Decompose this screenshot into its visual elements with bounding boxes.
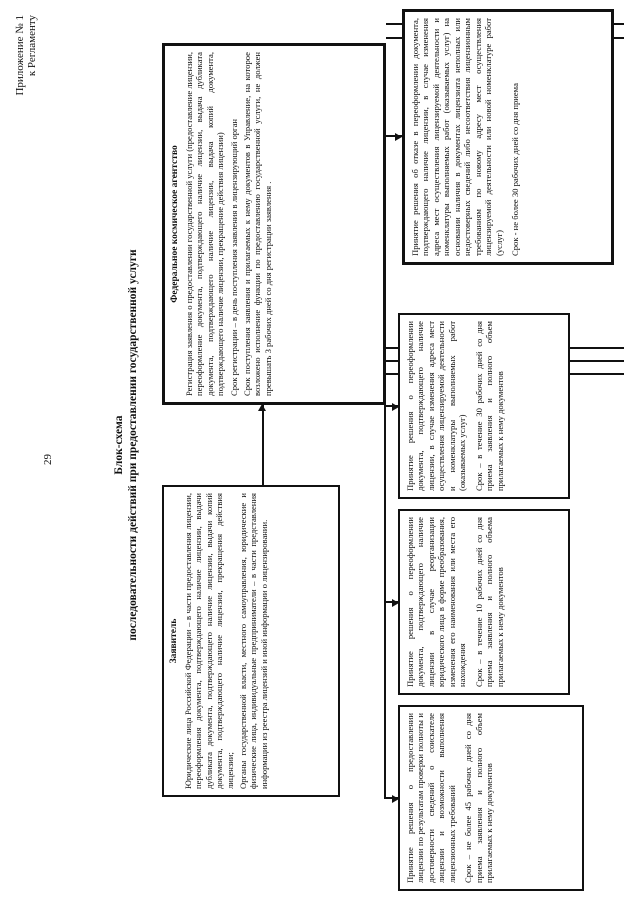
arrow-down-icon-1 <box>392 795 399 803</box>
decision-1-text: Принятие решения о предоставлении лицензии по результатам проверки полноты и достоверности сведений о соискателе лицензии и возможности выполнения лицензионных требований <box>405 713 457 883</box>
connector-distribution <box>384 137 386 799</box>
decision-2-text: Принятие решения о переоформлении документа, подтверждающего наличие лицензии в случае реорганизации юридического лица в форме преобразования, изменения его наименования или места его нахождения <box>405 517 468 687</box>
decision-1-term: Срок – не более 45 рабочих дней со дня приема заявления и полного объем прилагаемых к нему документов <box>463 713 495 883</box>
appendix-label: Приложение № 1 <box>14 15 26 96</box>
connector-applicant-agency <box>262 405 264 485</box>
decision-4-term: Срок - не более 30 рабочих дней со дня приема <box>510 83 521 256</box>
regulation-label: к Регламенту <box>26 15 38 77</box>
applicant-paragraph-1: Юридические лица Российской Федерации – в части предоставления лицензии, переоформления документа, подтверждающего наличие лицензии, выдачи дубликата документа, подтверждающего наличие лицензии, выдачи копий документа, подтверждающего наличие лицензии, прекращения действия лицензии; <box>182 493 235 789</box>
title-line-1: Блок-схема <box>113 415 125 475</box>
decision-3-text: Принятие решения о переоформлении документа, подтверждающего наличие лицензии, в случае изменения адреса мест осуществления лицензируемой деятельности и номенклатуры выполняемых работ (оказываемых услуг) <box>405 321 468 491</box>
appendix-header <box>14 15 38 215</box>
arrow-down-icon-3 <box>392 403 399 411</box>
decision-box-2 <box>398 509 570 695</box>
agency-paragraph-1: Регистрация заявления о предоставлении государственной услуги (предоставление лицензии, переоформление документа, подтверждающего наличие лицензии, выдача дубликата документа, подтверждающего наличие лицензии, выдача копий документа, подтверждающего наличие лицензии, прекращение действия лицензии) <box>183 52 226 396</box>
decision-2-term: Срок – в течение 10 рабочих дней со дня приема заявления и полного объема прилагаемых к нему документов <box>473 517 505 687</box>
decision-3-term: Срок – в течение 30 рабочих дней со дня приема заявления и полного объем прилагаемых к нему документов <box>473 321 505 491</box>
decision-4-text: Принятие решения об отказе в переоформлении документа, подтверждающего наличие лицензии, в случае изменения адреса мест осуществления лицензируемой деятельности и номенклатуры выполняемых работ (оказываемых услуг) на основании наличия в документах лицензиата неполных или недостоверных сведений либо несоответствия лицензионным требованиям по новому адресу мест осуществления лицензируемой деятельности или новой номенклатуре работ (услуг) <box>410 18 504 256</box>
connector-arrow-icon <box>258 404 266 411</box>
applicant-paragraph-2: Органы государственной власти, местного самоуправления, юридические и физические лица, индивидуальные предприниматели – в части представления информации из реестра лицензий и иной информации о лицензировании. <box>238 493 269 789</box>
decision-box-1 <box>398 705 584 891</box>
agency-paragraph-3: Срок поступления заявления и прилагаемых к нему документов в Управление, на которое возложено исполнение функции по предоставлению государственной услуги, не должен превышать 3 рабочих дней со дня регистрации заявления . <box>242 52 273 396</box>
applicant-box <box>162 485 340 797</box>
agency-title: Федеральное космическое агентство <box>170 145 180 303</box>
arrow-down-icon-4 <box>395 133 402 141</box>
applicant-title: Заявитель <box>169 618 179 664</box>
agency-paragraph-2: Срок регистрации – в день поступления заявления в лицензирующий орган <box>228 119 239 396</box>
page-number: 29 <box>42 454 54 465</box>
decision-box-4 <box>402 9 614 265</box>
decision-box-3 <box>398 313 570 499</box>
arrow-down-icon-2 <box>392 599 399 607</box>
agency-box <box>162 43 386 405</box>
page-title <box>112 105 141 785</box>
title-line-2: последовательности действий при предоставлении государственной услуги <box>127 249 140 641</box>
